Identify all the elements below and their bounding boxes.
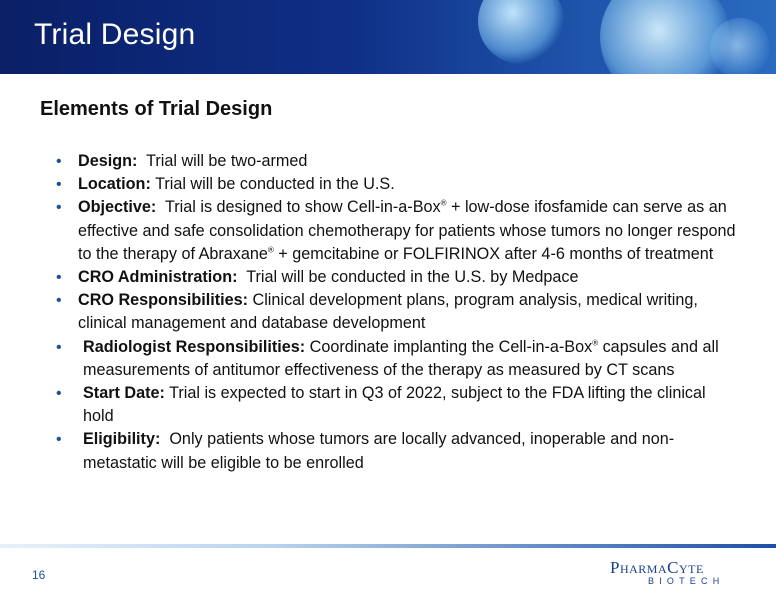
bullet-text: capsules and all measurements of antitumor effectiveness of the therapy as measured by CT scans: [83, 337, 719, 379]
bullet-text: Only patients whose tumors are locally advanced, inoperable and non-metastatic will be eligible to be enrolled: [83, 430, 675, 472]
bullet-text: Trial is expected to start in Q3 of 2022, subject to the FDA lifting the clinical hold: [83, 384, 706, 426]
bullet-item-location: [56, 173, 736, 196]
bullet-item-cro-administration: [56, 266, 736, 289]
section-heading: Elements of Trial Design: [40, 98, 273, 120]
bullet-label: Location:: [78, 175, 151, 194]
bullet-label: CRO Responsibilities:: [78, 291, 248, 310]
bullet-item-objective: [56, 196, 736, 266]
logo-wordmark: PharmaCyte: [610, 558, 704, 577]
logo-subtext: BIOTECH: [648, 576, 725, 586]
slide-title: Trial Design: [34, 18, 196, 51]
bullet-text: Trial is designed to show Cell-in-a-Box: [164, 198, 441, 217]
bullet-label: Radiologist Responsibilities:: [83, 337, 306, 356]
decorative-bubble: [600, 0, 730, 74]
bullet-text: Coordinate implanting the Cell-in-a-Box: [309, 337, 593, 356]
bullet-item-radiologist: [56, 336, 736, 382]
bullet-label: Objective:: [78, 198, 157, 217]
bullet-item-design: [56, 150, 736, 173]
bullet-item-cro-responsibilities: [56, 289, 736, 335]
bullet-text: Trial will be conducted in the U.S. by Medpace: [246, 268, 579, 287]
page-number: 16: [32, 568, 46, 582]
bullet-text: Trial will be conducted in the U.S.: [155, 175, 395, 194]
bullet-item-start-date: [56, 382, 736, 428]
registered-mark: ®: [440, 199, 447, 209]
bullet-label: Eligibility:: [83, 430, 161, 449]
title-banner: [0, 0, 776, 74]
pharmacyte-logo: [610, 558, 740, 588]
bullet-item-eligibility: [56, 428, 736, 474]
bullet-list: [56, 150, 736, 475]
bullet-text: + low-dose ifosfamide can serve as an effective and safe consolidation chemotherapy for patients whose tumors no longer respond to the therapy of Abraxane: [78, 198, 736, 263]
decorative-bubble: [478, 0, 564, 64]
bullet-label: Design:: [78, 152, 138, 170]
footer-divider: [0, 544, 776, 548]
bullet-label: Start Date:: [83, 384, 165, 403]
registered-mark: ®: [592, 338, 599, 348]
bullet-label: CRO Administration:: [78, 268, 238, 287]
bullet-text: + gemcitabine or FOLFIRINOX after 4-6 months of treatment: [273, 244, 714, 263]
registered-mark: ®: [267, 245, 274, 255]
decorative-bubble: [710, 18, 770, 74]
bullet-text: Clinical development plans, program analysis, medical writing, clinical management and database development: [78, 291, 698, 333]
bullet-text: Trial will be two-armed: [146, 152, 308, 170]
